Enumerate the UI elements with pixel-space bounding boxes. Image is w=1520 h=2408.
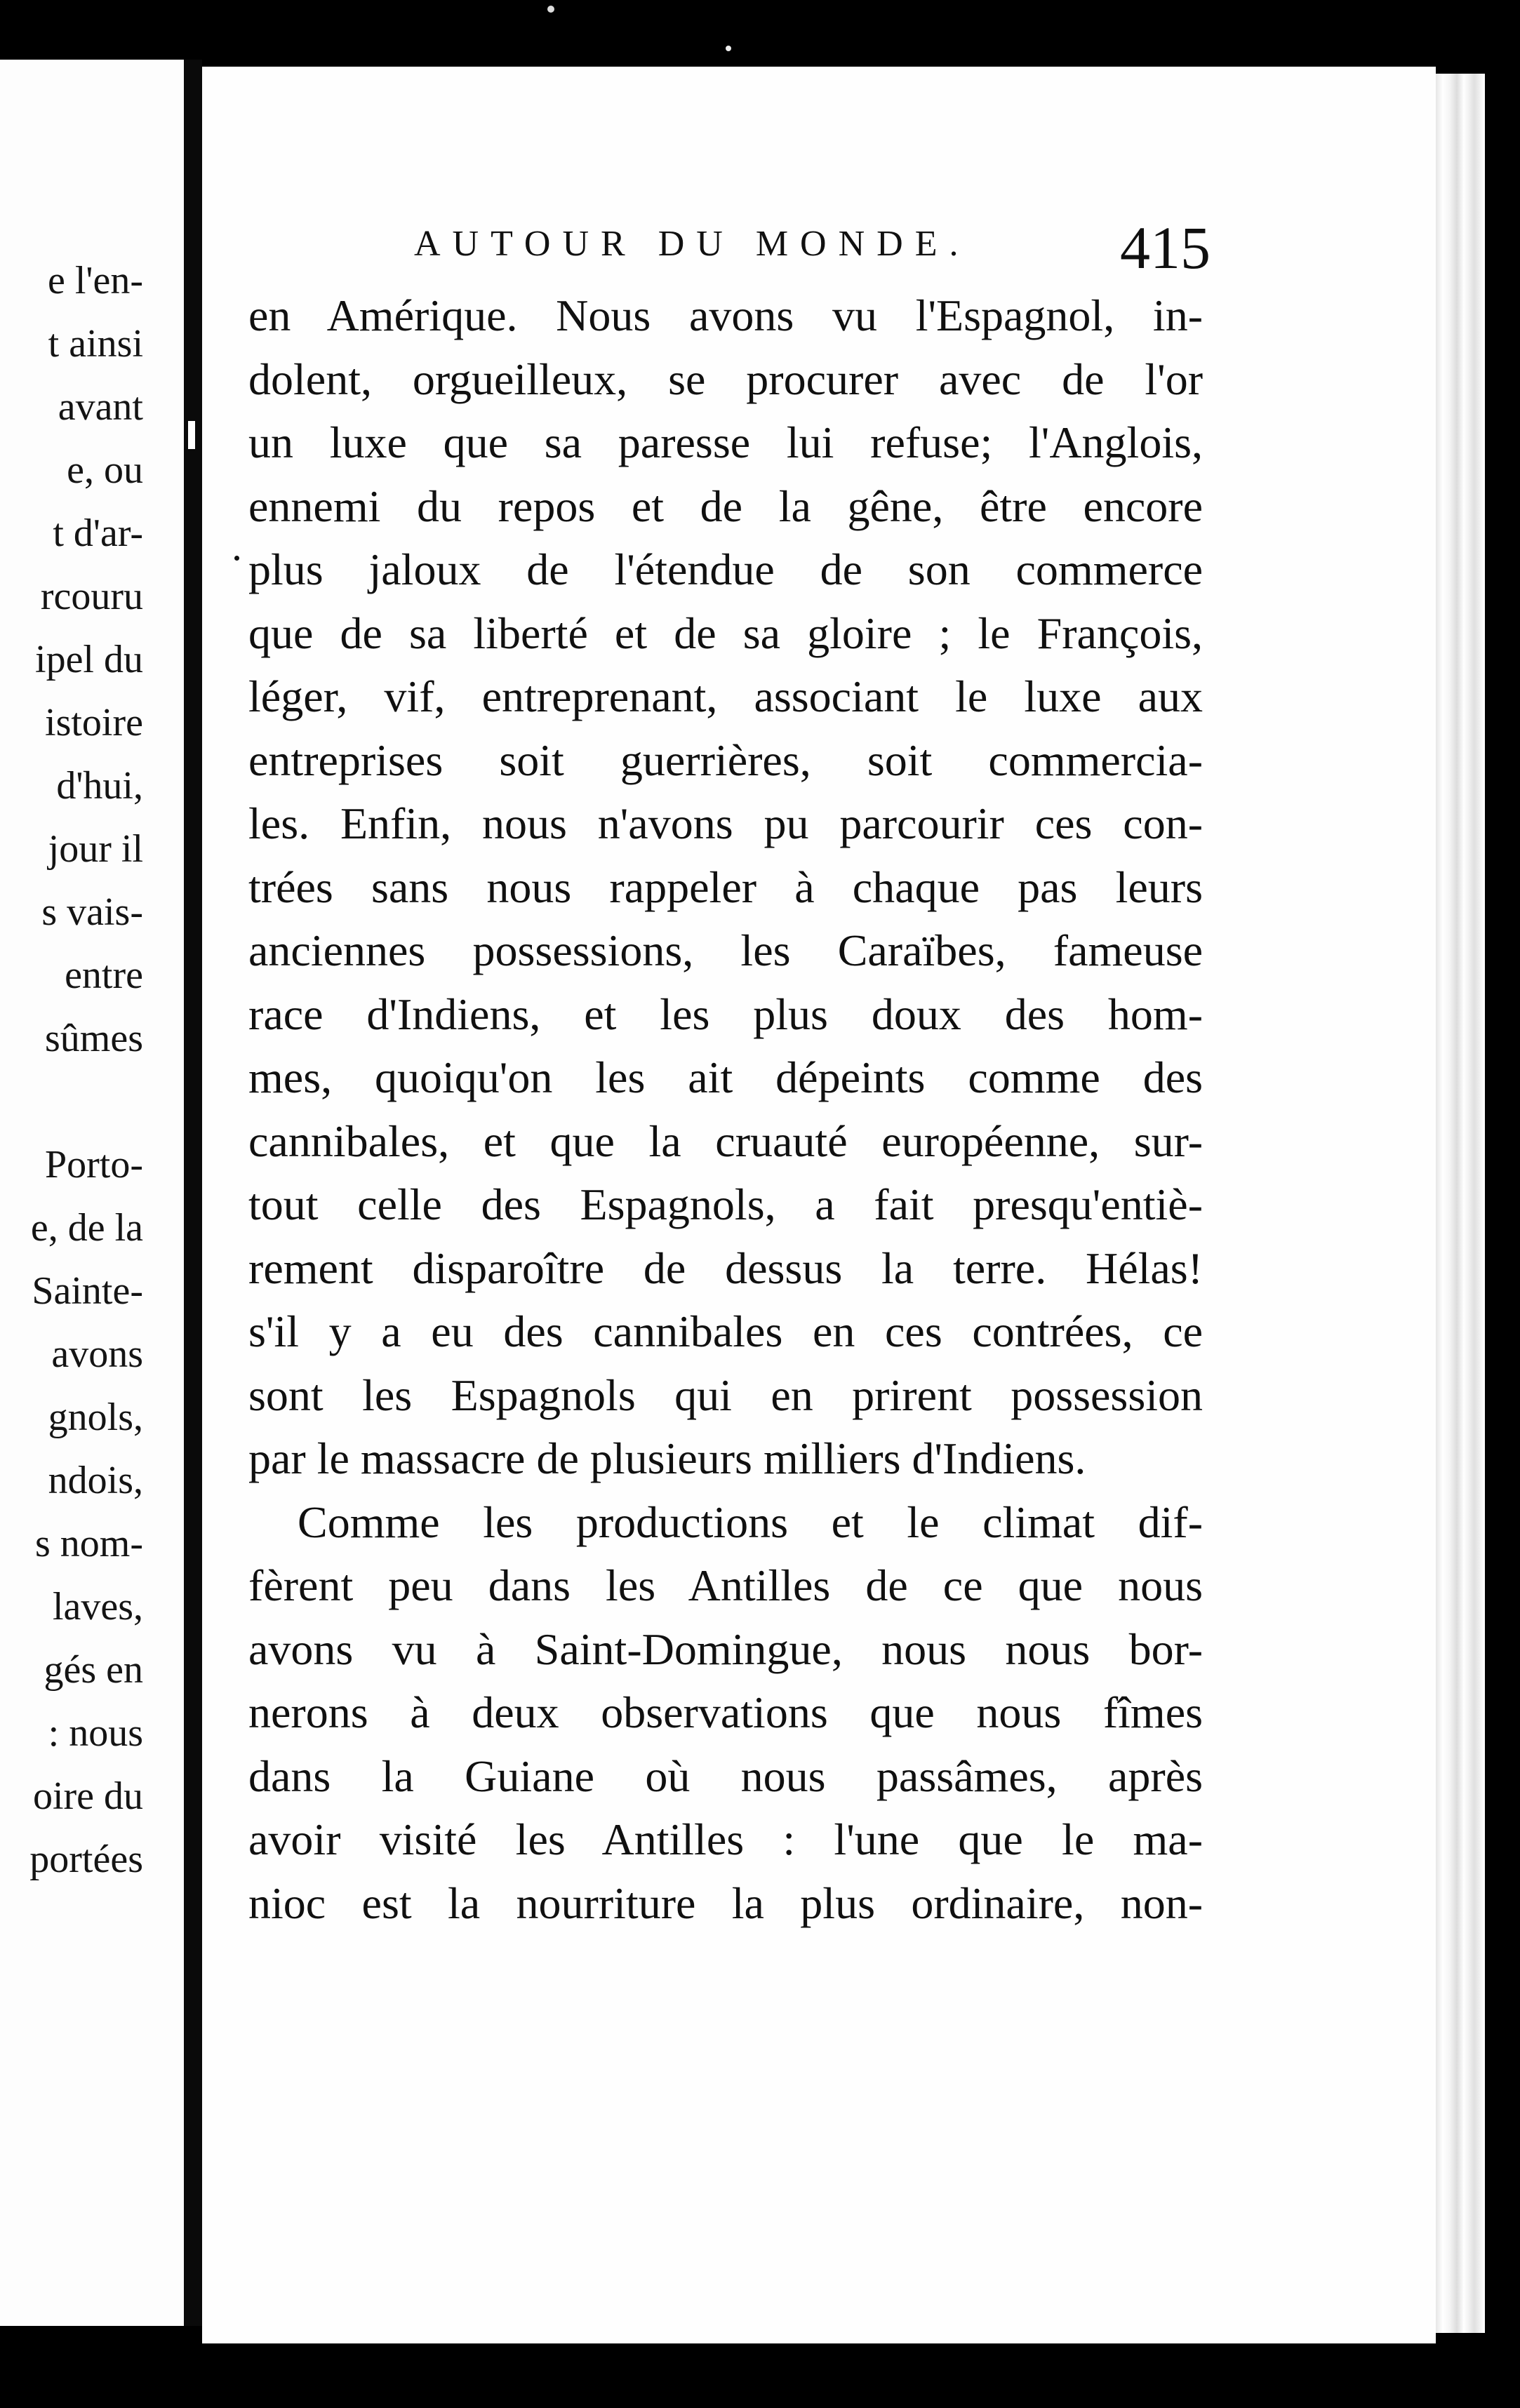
previous-page-fragment <box>0 60 184 2326</box>
previous-page-line: rcouru <box>40 575 143 618</box>
text-line: que de sa liberté et de sa gloire ; le François, <box>248 608 1203 658</box>
previous-page-line: e l'en- <box>47 259 143 302</box>
text-line: avons vu à Saint-Domingue, nous nous bor- <box>248 1624 1203 1674</box>
running-title: AUTOUR DU MONDE. <box>414 224 971 264</box>
previous-page-line: d'hui, <box>56 764 143 808</box>
previous-page-line: istoire <box>45 701 143 744</box>
text-line: un luxe que sa paresse lui refuse; l'Anglois, <box>248 417 1203 467</box>
page-edge-strip <box>1436 74 1485 2333</box>
text-line: anciennes possessions, les Caraïbes, fameuse <box>248 925 1203 975</box>
previous-page-line: e, ou <box>67 448 143 492</box>
previous-page-line: avant <box>58 385 143 429</box>
ink-speck <box>726 46 731 51</box>
previous-page-line: Porto- <box>45 1143 143 1186</box>
previous-page-line: jour il <box>48 827 143 871</box>
text-line: ennemi du repos et de la gêne, être encore <box>248 481 1203 531</box>
ink-speck <box>547 6 554 13</box>
text-line: tout celle des Espagnols, a fait presqu'entiè- <box>248 1179 1203 1229</box>
previous-page-line: e, de la <box>30 1206 143 1250</box>
text-line: s'il y a eu des cannibales en ces contrées, ce <box>248 1306 1203 1356</box>
text-line: avoir visité les Antilles : l'une que le ma- <box>248 1814 1203 1864</box>
text-line: par le massacre de plusieurs milliers d'Indiens. <box>248 1433 1086 1483</box>
previous-page-line: sûmes <box>45 1017 143 1060</box>
body-text <box>248 284 1203 1935</box>
previous-page-blank-line <box>29 1070 143 1133</box>
text-line: cannibales, et que la cruauté européenne, sur- <box>248 1116 1203 1166</box>
ink-speck <box>234 556 239 561</box>
text-line: Comme les productions et le climat dif- <box>298 1497 1203 1547</box>
previous-page-line: oire du <box>32 1774 143 1818</box>
previous-page-line: gnols, <box>48 1396 143 1439</box>
previous-page-lines <box>29 249 143 1891</box>
book-gutter <box>184 60 202 2326</box>
previous-page-line: ipel du <box>35 638 143 681</box>
gutter-mark <box>188 421 195 449</box>
previous-page-line: t d'ar- <box>53 511 143 555</box>
text-line: fèrent peu dans les Antilles de ce que nous <box>248 1560 1203 1610</box>
text-line: les. Enfin, nous n'avons pu parcourir ces con- <box>248 798 1203 848</box>
previous-page-line: t ainsi <box>48 322 143 366</box>
previous-page-line: ndois, <box>48 1459 143 1502</box>
previous-page-line: Sainte- <box>32 1269 143 1313</box>
previous-page-line: s nom- <box>35 1522 143 1565</box>
text-line: rement disparoître de dessus la terre. Hélas! <box>248 1243 1203 1293</box>
previous-page-line: : nous <box>48 1711 143 1755</box>
previous-page-line: s vais- <box>41 890 143 934</box>
previous-page-line: entre <box>65 954 143 997</box>
page-number: 415 <box>1120 214 1211 281</box>
text-line: nioc est la nourriture la plus ordinaire, non- <box>248 1878 1203 1928</box>
text-line: trées sans nous rappeler à chaque pas leurs <box>248 862 1203 912</box>
text-line: plus jaloux de l'étendue de son commerce <box>248 544 1203 594</box>
text-line: race d'Indiens, et les plus doux des hom- <box>248 989 1203 1039</box>
text-line: en Amérique. Nous avons vu l'Espagnol, in- <box>248 290 1203 340</box>
text-line: entreprises soit guerrières, soit commercia- <box>248 735 1203 785</box>
previous-page-line: avons <box>51 1332 143 1376</box>
text-line: sont les Espagnols qui en prirent possession <box>248 1370 1203 1420</box>
text-line: léger, vif, entreprenant, associant le luxe aux <box>248 671 1203 721</box>
text-line: dans la Guiane où nous passâmes, après <box>248 1751 1203 1801</box>
text-line: nerons à deux observations que nous fîmes <box>248 1687 1203 1737</box>
previous-page-line: laves, <box>52 1585 143 1628</box>
text-line: dolent, orgueilleux, se procurer avec de l'or <box>248 354 1203 404</box>
previous-page-line: portées <box>29 1838 143 1881</box>
previous-page-line: gés en <box>44 1648 143 1692</box>
text-line: mes, quoiqu'on les ait dépeints comme des <box>248 1052 1203 1102</box>
